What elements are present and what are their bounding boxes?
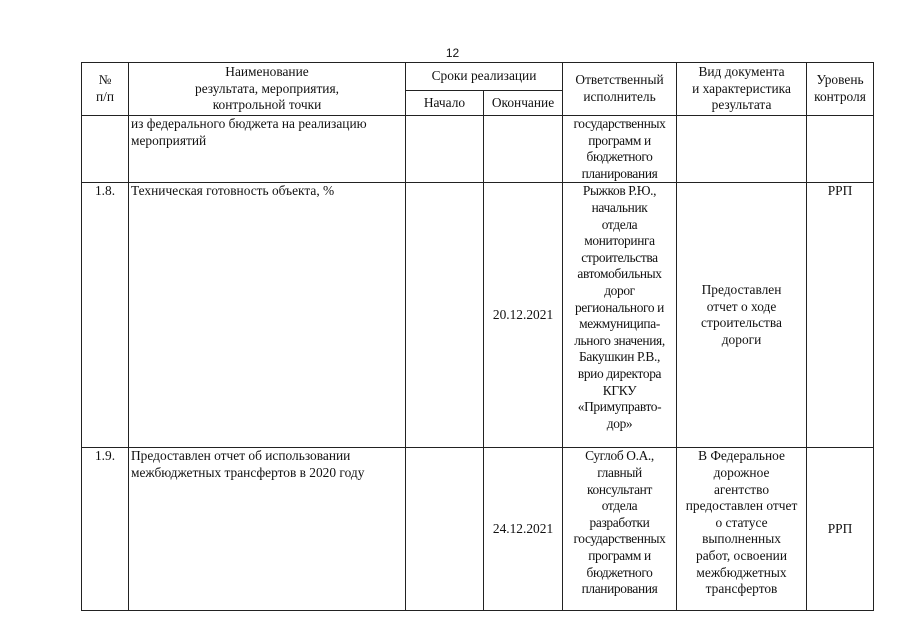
row-start	[406, 448, 484, 611]
row-start	[406, 183, 484, 448]
row-name: Техническая готовность объекта, %	[129, 183, 406, 448]
row-end	[484, 116, 563, 183]
row-start	[406, 116, 484, 183]
row-doc: В Федеральное дорожное агентство предоставлен отчет о статусе выполненных работ, освоении межбюджетных трансфертов	[677, 448, 807, 611]
row-doc: Предоставлен отчет о ходе строительства дороги	[677, 183, 807, 448]
plan-table	[81, 62, 874, 611]
row-num: 1.9.	[82, 448, 129, 611]
header-num: № п/п	[82, 63, 129, 116]
header-row	[82, 63, 874, 91]
header-level: Уровень контроля	[807, 63, 874, 116]
row-responsible: Суглоб О.А., главный консультант отдела разработки государственных программ и бюджетного планирования	[563, 448, 677, 611]
row-level: РРП	[807, 448, 874, 611]
row-level	[807, 116, 874, 183]
header-terms: Сроки реализации	[406, 63, 563, 91]
row-name: Предоставлен отчет об использовании межбюджетных трансфертов в 2020 году	[129, 448, 406, 611]
table-row	[82, 448, 874, 611]
header-doc: Вид документа и характеристика результата	[677, 63, 807, 116]
row-end: 24.12.2021	[484, 448, 563, 611]
table-row	[82, 116, 874, 183]
header-responsible: Ответственный исполнитель	[563, 63, 677, 116]
row-doc	[677, 116, 807, 183]
header-end: Окончание	[484, 91, 563, 116]
header-name: Наименование результата, мероприятия, контрольной точки	[129, 63, 406, 116]
table-row	[82, 183, 874, 448]
row-responsible: государственных программ и бюджетного планирования	[563, 116, 677, 183]
page-number: 12	[445, 46, 460, 60]
row-name: из федерального бюджета на реализацию мероприятий	[129, 116, 406, 183]
row-level: РРП	[807, 183, 874, 448]
row-end: 20.12.2021	[484, 183, 563, 448]
row-num	[82, 116, 129, 183]
row-num: 1.8.	[82, 183, 129, 448]
row-responsible: Рыжков Р.Ю., начальник отдела мониторинга строительства автомобильных дорог регионального и межмуниципа- льного значения, Бакушкин Р.В., врио директора КГКУ «Примуправто- дор»	[563, 183, 677, 448]
header-start: Начало	[406, 91, 484, 116]
